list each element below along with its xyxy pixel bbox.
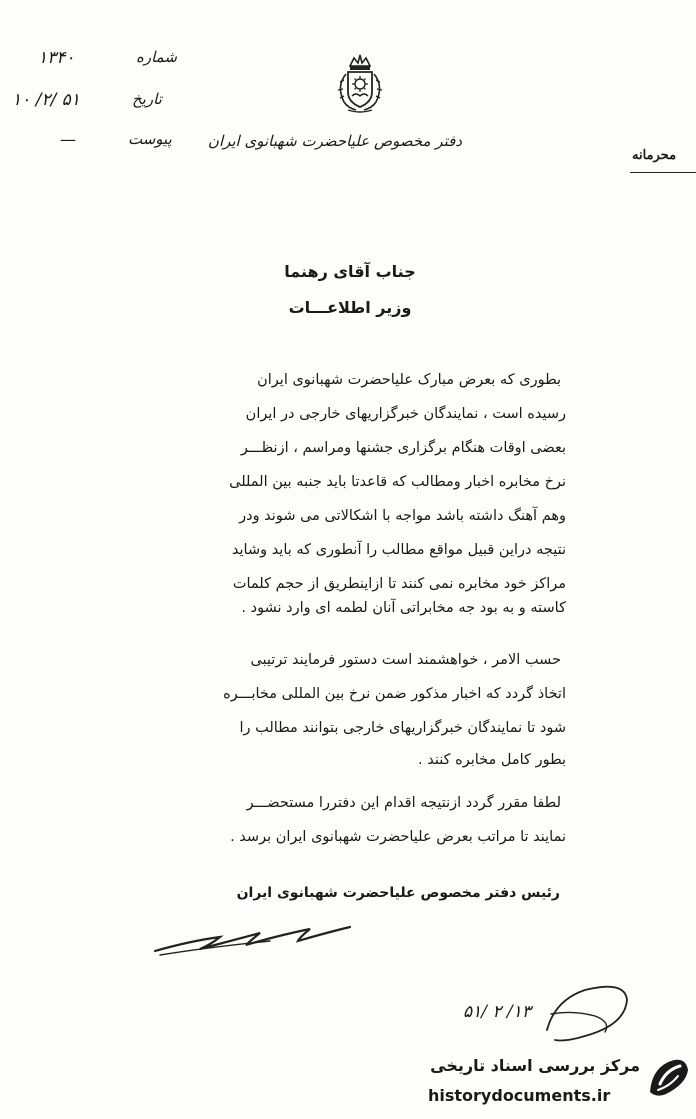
classification-mark: محرمانه — [632, 148, 677, 163]
number-label: شماره — [136, 48, 177, 66]
paragraph-line: شود تا نمایندگان خبرگزاریهای خارجی بتوانند مطالب را — [239, 720, 566, 736]
signature-block — [120, 885, 560, 975]
date-value: ۱۰ /۲/ ۵۱ — [12, 90, 80, 110]
attachment-label: پیوست — [128, 130, 172, 148]
office-title: دفتر مخصوص علیاحضرت شهبانوی ایران — [207, 132, 462, 150]
archive-watermark — [390, 1050, 696, 1119]
watermark-title: مرکز بررسی اسناد تاریخی — [430, 1056, 640, 1075]
handwritten-signature-icon — [150, 911, 370, 961]
coat-of-arms-emblem — [328, 52, 392, 114]
paragraph-line: اتخاذ گردد که اخبار مذکور ضمن نرخ بین المللی مخابـــره — [223, 686, 566, 702]
recipient-name: جناب آقای رهنما — [284, 262, 416, 281]
attachment-value: — — [60, 130, 76, 149]
date-label: تاریخ — [132, 90, 162, 108]
paragraph-line: نمایند تا مراتب بعرض علیاحضرت شهبانوی ایران برسد . — [230, 829, 566, 845]
recipient-block — [200, 262, 500, 322]
paragraph-line: بطور کامل مخابره کنند . — [418, 752, 566, 768]
classification-underline — [630, 172, 696, 173]
number-value: ۱۳۴۰ — [38, 48, 75, 68]
paragraph-line: بطوری که بعرض مبارک علیاحضرت شهبانوی ایران — [257, 372, 561, 388]
lion-and-sun-crest-icon — [328, 52, 392, 114]
paragraph-line: بعضی اوقات هنگام برگزاری جشنها ومراسم ، ازنظـــر — [240, 440, 566, 456]
paragraph-line: مراکز خود مخابره نمی کنند تا ازاینطریق از حجم کلمات — [232, 576, 566, 592]
handwritten-note-text: ۵۱/ ۲ /۱۳ — [463, 1002, 531, 1022]
archive-logo-icon — [644, 1054, 692, 1102]
handwritten-initials-icon — [455, 970, 635, 1050]
recipient-title: وزیر اطلاعـــات — [288, 298, 412, 317]
paragraph-line: نتیجه دراین قبیل مواقع مطالب را آنطوری که باید وشاید — [231, 542, 566, 558]
handwritten-note — [455, 970, 635, 1050]
watermark-url: historydocuments.ir — [428, 1086, 611, 1105]
paragraph-line: کاسته و به بود جه مخابراتی آنان لطمه ای وارد نشود . — [241, 600, 566, 616]
paragraph-line: لطفا مقرر گردد ازنتیجه اقدام این دفتررا مستحضـــر — [246, 795, 561, 811]
paragraph-line: نرخ مخابره اخبار ومطالب که قاعدتا باید جنبه بین المللی — [229, 474, 566, 490]
paragraph-line: وهم آهنگ داشته باشد مواجه با اشکالاتی می شوند ودر — [239, 508, 566, 524]
header-meta — [10, 40, 190, 160]
paragraph-line: حسب الامر ، خواهشمند است دستور فرمایند ترتیبی — [250, 652, 561, 668]
signature-title: رئیس دفتر مخصوص علیاحضرت شهبانوی ایران — [236, 885, 560, 901]
paragraph-line: رسیده است ، نمایندگان خبرگزاریهای خارجی در ایران — [245, 406, 566, 422]
